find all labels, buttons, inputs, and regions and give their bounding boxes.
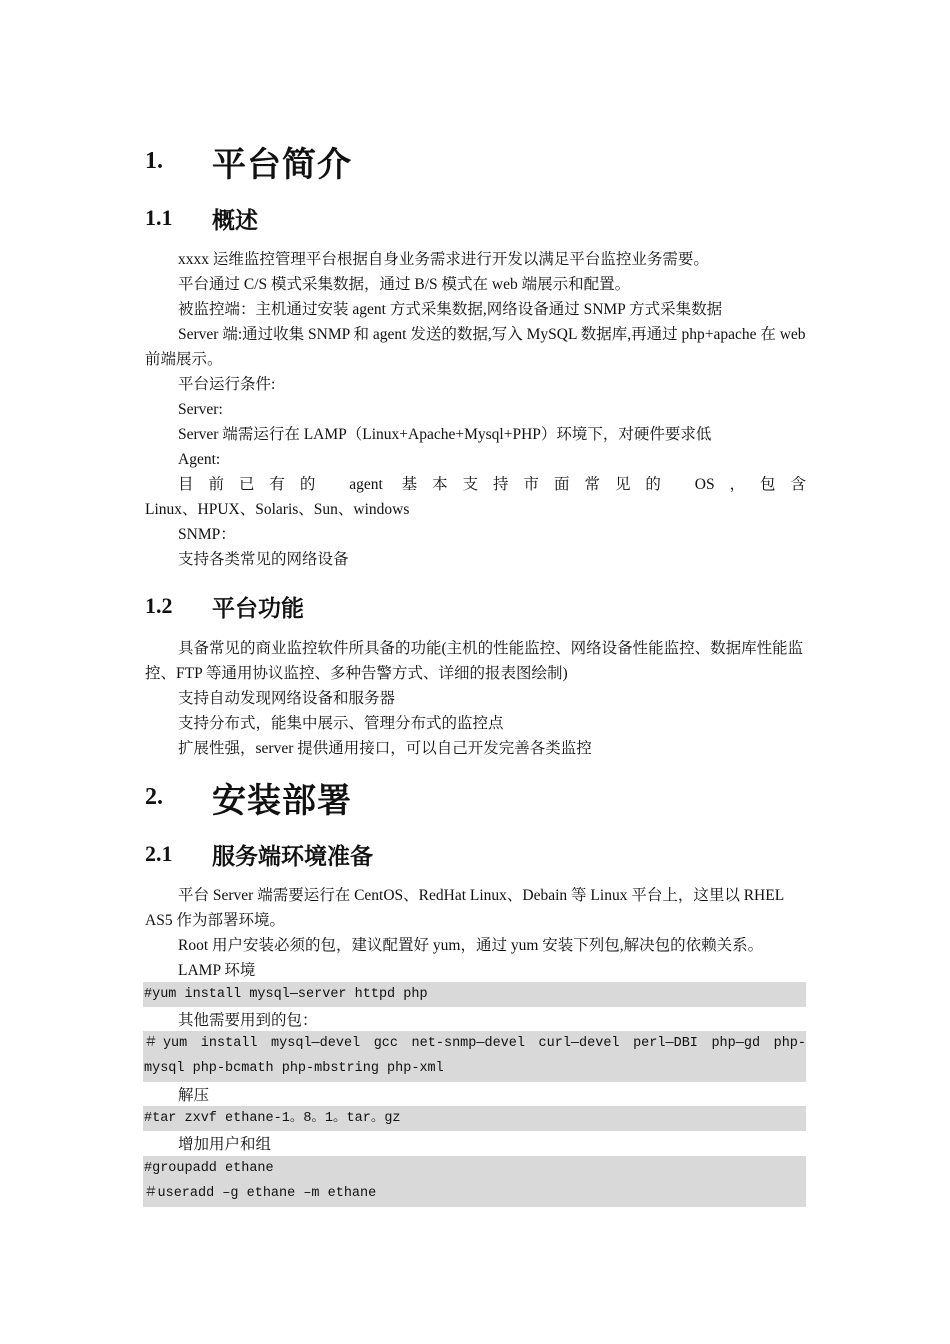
paragraph: 增加用户和组 <box>178 1136 272 1153</box>
paragraph: 解压 <box>178 1087 210 1104</box>
heading-title: 平台简介 <box>212 144 352 185</box>
paragraph: 扩展性强，server 提供通用接口，可以自己开发完善各类监控 <box>178 740 592 757</box>
code-line: mysql php-bcmath php-mbstring php-xml <box>144 1061 444 1076</box>
heading-title: 概述 <box>212 207 258 234</box>
paragraph: 具备常见的商业监控软件所具备的功能(主机的性能监控、网络设备性能监控、数据库性能监控、FTP 等通用协议监控、多种告警方式、详细的报表图绘制) <box>145 640 804 682</box>
code-line: #tar zxvf ethane-1。8。1。tar。gz <box>144 1111 401 1126</box>
paragraph: LAMP 环境 <box>178 962 256 979</box>
code-block <box>143 982 806 1007</box>
code-line: #yum install mysql—server httpd php <box>144 987 428 1002</box>
heading-number: 1. <box>145 147 163 174</box>
code-line: ＃yum install mysql—devel gcc net-snmp—devel curl—devel perl—DBI php—gd php- <box>144 1036 806 1051</box>
paragraph: Server 端需运行在 LAMP（Linux+Apache+Mysql+PHP）环境下，对硬件要求低 <box>178 426 712 443</box>
paragraph: Server: <box>178 401 223 418</box>
heading-title: 服务端环境准备 <box>212 843 373 870</box>
heading-section-1-2 <box>145 589 304 623</box>
paragraph: Linux、HPUX、Solaris、Sun、windows <box>145 501 410 518</box>
code-block <box>143 1156 806 1207</box>
paragraph: 支持自动发现网络设备和服务器 <box>178 690 396 707</box>
heading-section-2 <box>145 772 352 822</box>
code-line: ＃useradd –g ethane –m ethane <box>144 1186 377 1201</box>
paragraph: 目前已有的 agent 基本支持市面常见的 OS，包含 <box>178 476 806 493</box>
code-block <box>143 1106 806 1131</box>
heading-number: 2. <box>145 783 163 810</box>
paragraph: 平台运行条件: <box>178 376 276 393</box>
paragraph: Agent: <box>178 451 221 468</box>
paragraph: 平台 Server 端需要运行在 CentOS、RedHat Linux、Debain 等 Linux 平台上，这里以 RHEL AS5 作为部署环境。 <box>145 887 784 929</box>
paragraph: 其他需要用到的包： <box>178 1012 318 1029</box>
paragraph: 被监控端：主机通过安装 agent 方式采集数据,网络设备通过 SNMP 方式采集数据 <box>178 301 723 318</box>
heading-title: 安装部署 <box>212 780 352 821</box>
heading-number: 1.1 <box>145 205 173 230</box>
paragraph: xxxx 运维监控管理平台根据自身业务需求进行开发以满足平台监控业务需要。 <box>178 251 709 268</box>
heading-number: 1.2 <box>145 593 173 618</box>
paragraph: SNMP： <box>178 526 236 543</box>
paragraph: 支持各类常见的网络设备 <box>178 551 349 568</box>
heading-title: 平台功能 <box>212 595 304 622</box>
paragraph: 支持分布式，能集中展示、管理分布式的监控点 <box>178 715 504 732</box>
paragraph: 平台通过 C/S 模式采集数据，通过 B/S 模式在 web 端展示和配置。 <box>178 276 631 293</box>
heading-number: 2.1 <box>145 841 173 866</box>
paragraph: Server 端:通过收集 SNMP 和 agent 发送的数据,写入 MySQL 数据库,再通过 php+apache 在 web 前端展示。 <box>145 326 806 368</box>
code-line: #groupadd ethane <box>144 1161 274 1176</box>
heading-section-2-1 <box>145 837 373 871</box>
paragraph: Root 用户安装必须的包，建议配置好 yum，通过 yum 安装下列包,解决包的依赖关系。 <box>178 937 764 954</box>
heading-section-1 <box>145 136 352 186</box>
heading-section-1-1 <box>145 201 258 235</box>
code-block <box>143 1031 806 1082</box>
